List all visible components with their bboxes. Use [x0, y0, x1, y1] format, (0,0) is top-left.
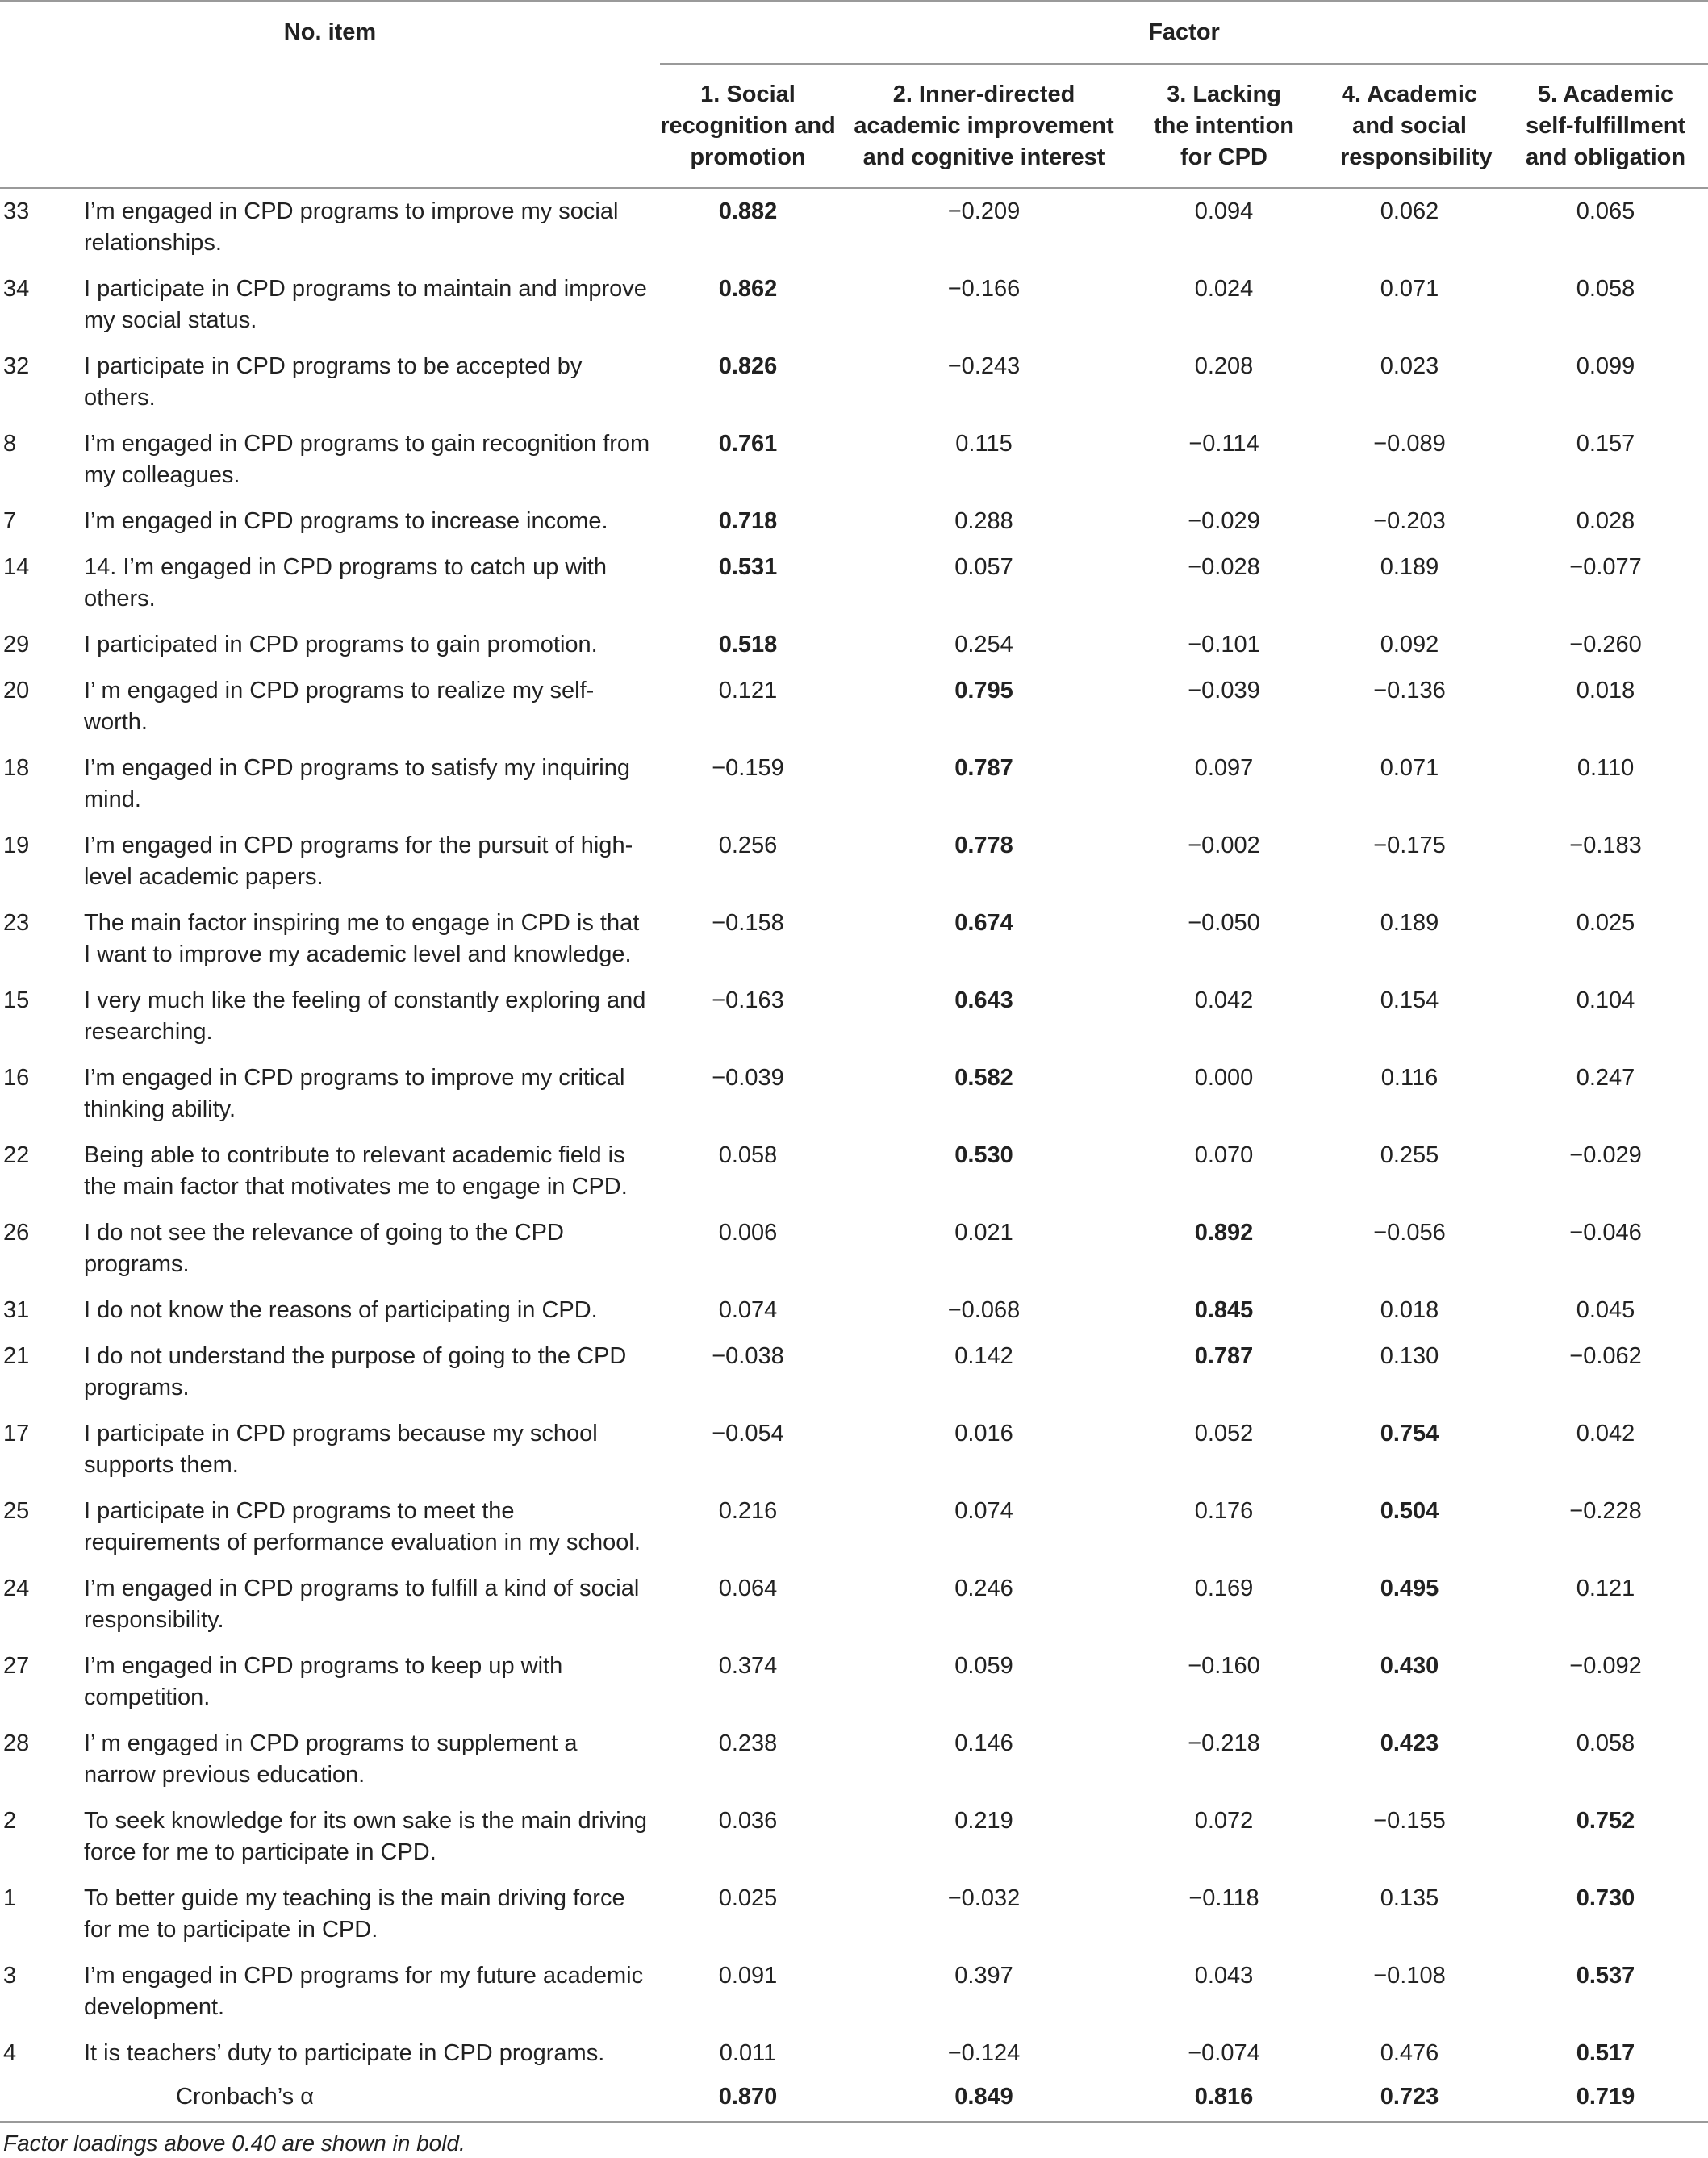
- loading-factor-3: 0.000: [1194, 1065, 1254, 1091]
- loading-factor-4: 0.154: [1380, 987, 1439, 1013]
- loading-factor-4: −0.056: [1373, 1220, 1446, 1246]
- item-text: To seek knowledge for its own sake is the main driving force for me to participate in CPD.: [84, 1808, 647, 1865]
- loading-factor-1: −0.163: [712, 987, 784, 1013]
- loading-factor-3: 0.176: [1194, 1498, 1254, 1524]
- loading-factor-2: −0.166: [947, 276, 1021, 302]
- loading-factor-3: 0.208: [1194, 353, 1254, 379]
- table-row: [0, 421, 1708, 499]
- loading-factor-1: 0.036: [718, 1808, 778, 1834]
- table-footnote: Factor loadings above 0.40 are shown in bold.: [3, 2131, 466, 2156]
- loading-factor-2: 0.146: [954, 1730, 1013, 1756]
- item-number: 15: [3, 987, 30, 1013]
- loading-factor-1: 0.074: [718, 1297, 778, 1323]
- item-number: 22: [3, 1142, 30, 1168]
- loading-factor-1: 0.718: [718, 508, 778, 534]
- alpha-factor-5: 0.719: [1576, 2084, 1635, 2110]
- loading-factor-4: 0.504: [1380, 1498, 1439, 1524]
- table-row: [0, 978, 1708, 1055]
- loading-factor-1: 0.121: [718, 678, 778, 703]
- loading-factor-5: −0.077: [1569, 554, 1642, 580]
- loading-factor-4: 0.071: [1380, 755, 1439, 781]
- loading-factor-2: 0.016: [954, 1421, 1013, 1446]
- loading-factor-4: −0.089: [1373, 431, 1446, 457]
- header-factor-2: 2. Inner-directed academic improvement and cognitive interest: [836, 64, 1132, 188]
- loading-factor-5: 0.065: [1576, 198, 1635, 224]
- loading-factor-5: −0.046: [1569, 1220, 1642, 1246]
- table-row: [0, 545, 1708, 622]
- loading-factor-1: −0.158: [712, 910, 784, 936]
- loading-factor-5: 0.752: [1576, 1808, 1635, 1834]
- item-text: I participate in CPD programs to be accepted by others.: [84, 353, 583, 411]
- loading-factor-3: −0.039: [1188, 678, 1260, 703]
- loading-factor-4: 0.071: [1380, 276, 1439, 302]
- table-row: [0, 1133, 1708, 1210]
- loading-factor-5: 0.157: [1576, 431, 1635, 457]
- item-text: I’m engaged in CPD programs to keep up with competition.: [84, 1653, 563, 1710]
- loading-factor-2: −0.243: [947, 353, 1021, 379]
- item-text: I’ m engaged in CPD programs to supplement a narrow previous education.: [84, 1730, 578, 1788]
- table-row: [0, 1334, 1708, 1411]
- item-number: 14: [3, 554, 30, 580]
- item-text: I participate in CPD programs to maintain and improve my social status.: [84, 276, 647, 333]
- header-factor: Factor: [660, 1, 1708, 64]
- table-body: [0, 188, 1708, 2118]
- loading-factor-2: −0.209: [947, 198, 1021, 224]
- loading-factor-5: −0.062: [1569, 1343, 1642, 1369]
- item-text: I do not know the reasons of participating in CPD.: [84, 1297, 598, 1323]
- loading-factor-3: −0.114: [1188, 431, 1259, 457]
- loading-factor-3: −0.118: [1188, 1885, 1259, 1911]
- loading-factor-1: 0.064: [718, 1576, 778, 1601]
- loading-factor-4: 0.476: [1380, 2040, 1439, 2066]
- loading-factor-3: 0.787: [1194, 1343, 1254, 1369]
- item-text: I’m engaged in CPD programs to satisfy my inquiring mind.: [84, 755, 630, 812]
- loading-factor-2: 0.643: [954, 987, 1013, 1013]
- loading-factor-2: 0.254: [954, 632, 1013, 657]
- loading-factor-5: 0.110: [1576, 755, 1635, 781]
- loading-factor-3: 0.072: [1194, 1808, 1254, 1834]
- cronbach-alpha-label: Cronbach’s α: [176, 2084, 314, 2110]
- loading-factor-5: 0.247: [1576, 1065, 1635, 1091]
- item-number: 3: [3, 1963, 17, 1989]
- loading-factor-2: 0.115: [955, 431, 1013, 457]
- loading-factor-2: 0.021: [954, 1220, 1013, 1246]
- item-text: I’m engaged in CPD programs for my future academic development.: [84, 1963, 644, 2020]
- loading-factor-4: −0.136: [1373, 678, 1446, 703]
- table-row: [0, 1411, 1708, 1488]
- item-number: 31: [3, 1297, 30, 1323]
- item-number: 2: [3, 1808, 17, 1834]
- item-text: I’m engaged in CPD programs for the pursuit of high-level academic papers.: [84, 833, 633, 890]
- loading-factor-1: 0.374: [718, 1653, 778, 1679]
- loading-factor-5: 0.058: [1576, 276, 1635, 302]
- header-factor-1: 1. Social recognition and promotion: [660, 64, 836, 188]
- item-text: 14. I’m engaged in CPD programs to catch up with others.: [84, 554, 607, 612]
- header-factor-5: 5. Academic self-fulfillment and obligation: [1503, 64, 1708, 188]
- loading-factor-4: 0.130: [1380, 1343, 1439, 1369]
- loading-factor-3: −0.002: [1188, 833, 1260, 858]
- item-number: 23: [3, 910, 30, 936]
- loading-factor-5: 0.025: [1576, 910, 1635, 936]
- table-row: [0, 188, 1708, 266]
- loading-factor-4: 0.189: [1380, 554, 1439, 580]
- loading-factor-1: 0.531: [718, 554, 778, 580]
- loading-factor-2: 0.246: [954, 1576, 1013, 1601]
- loading-factor-3: 0.094: [1194, 198, 1254, 224]
- item-number: 28: [3, 1730, 30, 1756]
- item-number: 16: [3, 1065, 30, 1091]
- table-row: [0, 900, 1708, 978]
- item-text: I’m engaged in CPD programs to gain recognition from my colleagues.: [84, 431, 650, 488]
- loading-factor-5: 0.042: [1576, 1421, 1635, 1446]
- alpha-factor-2: 0.849: [954, 2084, 1013, 2110]
- item-text: It is teachers’ duty to participate in CPD programs.: [84, 2040, 605, 2066]
- item-text: I participate in CPD programs to meet the requirements of performance evaluation in my school.: [84, 1498, 641, 1555]
- loading-factor-5: −0.029: [1569, 1142, 1642, 1168]
- loading-factor-1: −0.038: [712, 1343, 784, 1369]
- item-number: 4: [3, 2040, 17, 2066]
- alpha-factor-3: 0.816: [1194, 2084, 1254, 2110]
- loading-factor-4: 0.023: [1380, 353, 1439, 379]
- table-row: [0, 1566, 1708, 1643]
- item-number: 26: [3, 1220, 30, 1246]
- item-text: The main factor inspiring me to engage in CPD is that I want to improve my academic level and knowledge.: [84, 910, 640, 967]
- loading-factor-5: 0.045: [1576, 1297, 1635, 1323]
- header-item-spacer: [0, 64, 660, 188]
- loading-factor-2: 0.795: [954, 678, 1013, 703]
- loading-factor-1: 0.216: [718, 1498, 778, 1524]
- loading-factor-3: −0.028: [1188, 554, 1260, 580]
- loading-factor-3: −0.101: [1188, 632, 1260, 657]
- loading-factor-2: −0.068: [947, 1297, 1021, 1323]
- loading-factor-5: 0.099: [1576, 353, 1635, 379]
- table-row: [0, 499, 1708, 545]
- loading-factor-2: 0.778: [954, 833, 1013, 858]
- item-number: 33: [3, 198, 30, 224]
- loading-factor-2: 0.288: [954, 508, 1013, 534]
- loading-factor-3: −0.074: [1188, 2040, 1260, 2066]
- loading-factor-1: 0.256: [718, 833, 778, 858]
- alpha-factor-1: 0.870: [718, 2084, 778, 2110]
- table-row: [0, 823, 1708, 900]
- loading-factor-1: 0.091: [718, 1963, 778, 1989]
- loading-factor-5: −0.092: [1569, 1653, 1642, 1679]
- loading-factor-5: 0.121: [1576, 1576, 1635, 1601]
- loading-factor-2: −0.124: [947, 2040, 1021, 2066]
- loading-factor-4: 0.189: [1380, 910, 1439, 936]
- item-number: 21: [3, 1343, 30, 1369]
- item-number: 20: [3, 678, 30, 703]
- item-number: 25: [3, 1498, 30, 1524]
- item-number: 1: [3, 1885, 17, 1911]
- item-text: I’m engaged in CPD programs to increase income.: [84, 508, 608, 534]
- loading-factor-1: 0.882: [718, 198, 778, 224]
- item-text: I’ m engaged in CPD programs to realize my self-worth.: [84, 678, 595, 735]
- table-row: [0, 622, 1708, 668]
- loading-factor-2: 0.582: [954, 1065, 1013, 1091]
- loading-factor-1: 0.826: [718, 353, 778, 379]
- loading-factor-4: −0.175: [1373, 833, 1446, 858]
- table-row: [0, 1210, 1708, 1288]
- loading-factor-5: 0.028: [1576, 508, 1635, 534]
- table-row: [0, 1643, 1708, 1721]
- loading-factor-1: 0.058: [718, 1142, 778, 1168]
- loading-factor-1: −0.159: [712, 755, 784, 781]
- loading-factor-5: −0.260: [1569, 632, 1642, 657]
- item-text: I participate in CPD programs because my school supports them.: [84, 1421, 598, 1478]
- table-row: [0, 1488, 1708, 1566]
- item-text: I’m engaged in CPD programs to fulfill a kind of social responsibility.: [84, 1576, 640, 1633]
- loading-factor-4: −0.203: [1373, 508, 1446, 534]
- item-number: 7: [3, 508, 17, 534]
- header-item: No. item: [283, 19, 377, 45]
- loading-factor-4: 0.062: [1380, 198, 1439, 224]
- loading-factor-5: 0.730: [1576, 1885, 1635, 1911]
- loading-factor-4: 0.092: [1380, 632, 1439, 657]
- loading-factor-1: 0.518: [718, 632, 778, 657]
- loading-factor-4: 0.423: [1380, 1730, 1439, 1756]
- loading-factor-2: 0.059: [954, 1653, 1013, 1679]
- item-text: I do not see the relevance of going to the CPD programs.: [84, 1220, 564, 1277]
- loading-factor-4: −0.155: [1373, 1808, 1446, 1834]
- loading-factor-3: 0.070: [1194, 1142, 1254, 1168]
- loading-factor-3: 0.892: [1194, 1220, 1254, 1246]
- loading-factor-2: 0.074: [954, 1498, 1013, 1524]
- item-text: I participated in CPD programs to gain promotion.: [84, 632, 598, 657]
- loading-factor-2: 0.142: [954, 1343, 1013, 1369]
- loading-factor-1: −0.039: [712, 1065, 784, 1091]
- loading-factor-3: −0.218: [1188, 1730, 1260, 1756]
- loading-factor-1: 0.238: [718, 1730, 778, 1756]
- loading-factor-4: 0.018: [1380, 1297, 1439, 1323]
- loading-factor-3: −0.160: [1188, 1653, 1260, 1679]
- loading-factor-5: −0.228: [1569, 1498, 1642, 1524]
- item-number: 19: [3, 833, 30, 858]
- loading-factor-4: 0.754: [1380, 1421, 1439, 1446]
- item-text: To better guide my teaching is the main driving force for me to participate in CPD.: [84, 1885, 625, 1943]
- table-row: [0, 1876, 1708, 1953]
- item-number: 8: [3, 431, 17, 457]
- table-row: [0, 1721, 1708, 1798]
- loading-factor-5: 0.537: [1576, 1963, 1635, 1989]
- loading-factor-2: 0.530: [954, 1142, 1013, 1168]
- loading-factor-1: 0.025: [718, 1885, 778, 1911]
- loading-factor-3: 0.845: [1194, 1297, 1254, 1323]
- item-number: 29: [3, 632, 30, 657]
- alpha-factor-4: 0.723: [1380, 2084, 1439, 2110]
- header-factor-4: 4. Academic and social responsibility: [1316, 64, 1503, 188]
- item-text: I very much like the feeling of constantly exploring and researching.: [84, 987, 646, 1045]
- item-number: 27: [3, 1653, 30, 1679]
- item-text: I’m engaged in CPD programs to improve my critical thinking ability.: [84, 1065, 625, 1122]
- item-number: 24: [3, 1576, 30, 1601]
- table-row: [0, 1055, 1708, 1133]
- loading-factor-4: 0.135: [1380, 1885, 1439, 1911]
- loading-factor-5: −0.183: [1569, 833, 1642, 858]
- table-row: [0, 2031, 1708, 2077]
- loading-factor-2: 0.057: [954, 554, 1013, 580]
- item-number: 18: [3, 755, 30, 781]
- table-row: [0, 1288, 1708, 1334]
- loading-factor-2: 0.787: [954, 755, 1013, 781]
- table-row: [0, 1953, 1708, 2031]
- loading-factor-1: 0.761: [718, 431, 778, 457]
- loading-factor-2: 0.674: [954, 910, 1013, 936]
- loading-factor-3: −0.029: [1188, 508, 1260, 534]
- table-row: [0, 1798, 1708, 1876]
- table-bottom-rule: [0, 2121, 1708, 2123]
- table-row: [0, 745, 1708, 823]
- loading-factor-4: 0.116: [1380, 1065, 1439, 1091]
- loading-factor-2: 0.219: [954, 1808, 1013, 1834]
- loading-factor-4: 0.495: [1380, 1576, 1439, 1601]
- header-factor-3: 3. Lacking the intention for CPD: [1132, 64, 1316, 188]
- item-number: 34: [3, 276, 30, 302]
- table-row: [0, 668, 1708, 745]
- loading-factor-5: 0.517: [1576, 2040, 1635, 2066]
- loading-factor-3: 0.043: [1194, 1963, 1254, 1989]
- loading-factor-5: 0.058: [1576, 1730, 1635, 1756]
- loading-factor-1: 0.862: [718, 276, 778, 302]
- cronbach-alpha-row: [0, 2077, 1708, 2118]
- loading-factor-5: 0.018: [1576, 678, 1635, 703]
- loading-factor-3: 0.024: [1194, 276, 1254, 302]
- loading-factor-4: −0.108: [1373, 1963, 1446, 1989]
- loading-factor-3: −0.050: [1188, 910, 1260, 936]
- item-number: 17: [3, 1421, 30, 1446]
- loading-factor-3: 0.169: [1194, 1576, 1254, 1601]
- loading-factor-4: 0.255: [1380, 1142, 1439, 1168]
- loading-factor-5: 0.104: [1576, 987, 1635, 1013]
- loading-factor-4: 0.430: [1380, 1653, 1439, 1679]
- table-row: [0, 266, 1708, 344]
- item-text: I do not understand the purpose of going to the CPD programs.: [84, 1343, 627, 1400]
- loading-factor-2: −0.032: [947, 1885, 1021, 1911]
- table-row: [0, 344, 1708, 421]
- loading-factor-3: 0.097: [1194, 755, 1254, 781]
- loading-factor-1: 0.011: [719, 2040, 777, 2066]
- loading-factor-1: −0.054: [712, 1421, 784, 1446]
- loading-factor-3: 0.052: [1194, 1421, 1254, 1446]
- loading-factor-3: 0.042: [1194, 987, 1254, 1013]
- table-header: [0, 1, 1708, 188]
- item-text: I’m engaged in CPD programs to improve my social relationships.: [84, 198, 619, 256]
- item-number: 32: [3, 353, 30, 379]
- loading-factor-2: 0.397: [954, 1963, 1013, 1989]
- loading-factor-1: 0.006: [718, 1220, 778, 1246]
- item-text: Being able to contribute to relevant academic field is the main factor that motivates me to engage in CPD.: [84, 1142, 628, 1200]
